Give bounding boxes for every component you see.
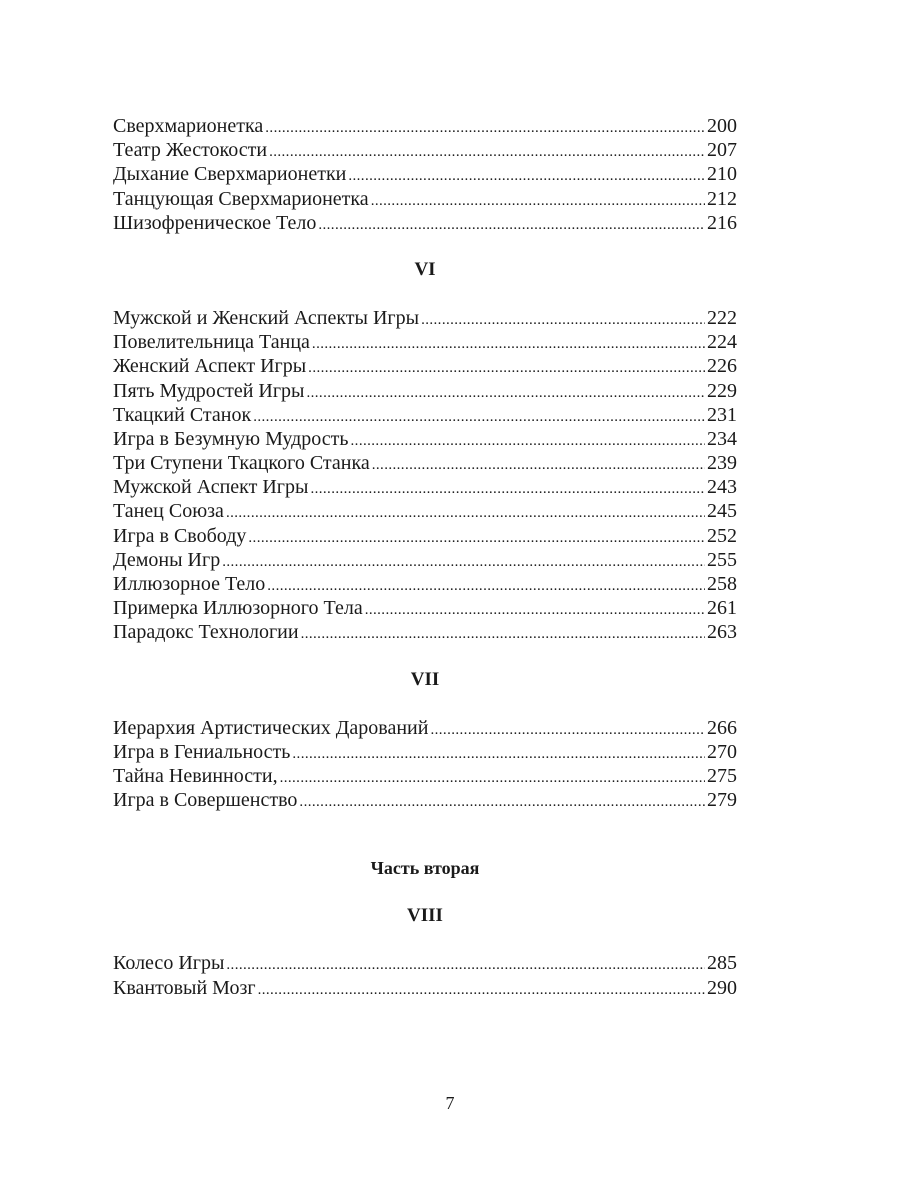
toc-leader-dots	[312, 332, 705, 356]
toc-entry-title: Ткацкий Станок	[113, 403, 252, 426]
toc-entry-title: Пять Мудростей Игры	[113, 379, 305, 402]
toc-leader-dots	[226, 501, 705, 525]
toc-entry-page: 207	[707, 139, 737, 162]
toc-leader-dots	[253, 405, 705, 429]
toc-entry	[113, 306, 737, 330]
toc-leader-dots	[430, 718, 705, 742]
toc-entry-page: 210	[707, 163, 737, 186]
toc-entry	[113, 499, 737, 523]
toc-leader-dots	[301, 622, 705, 646]
toc-entry	[113, 427, 737, 451]
toc-entry-title: Игра в Совершенство	[113, 789, 298, 812]
toc-entry	[113, 788, 737, 812]
toc-entry-title: Парадокс Технологии	[113, 621, 299, 644]
toc-entry-page: 266	[707, 716, 737, 739]
toc-entry-page: 229	[707, 379, 737, 402]
toc-entry-title: Демоны Игр	[113, 548, 221, 571]
toc-leader-dots	[299, 790, 705, 814]
toc-leader-dots	[310, 477, 705, 501]
toc-entry	[113, 976, 737, 1000]
toc-entry	[113, 620, 737, 644]
toc-entry-page: 285	[707, 952, 737, 975]
toc-entry-page: 270	[707, 740, 737, 763]
toc-leader-dots	[365, 598, 705, 622]
toc-entry	[113, 162, 737, 186]
toc-entry-page: 231	[707, 403, 737, 426]
toc-entry-title: Игра в Безумную Мудрость	[113, 427, 349, 450]
toc-entry-title: Шизофреническое Тело	[113, 211, 317, 234]
toc-entry-title: Квантовый Мозг	[113, 976, 256, 999]
toc-leader-dots	[318, 213, 705, 237]
toc-entry	[113, 951, 737, 975]
toc-entry-page: 222	[707, 306, 737, 329]
section-heading: VIII	[407, 905, 443, 927]
toc-entry-page: 243	[707, 476, 737, 499]
toc-leader-dots	[308, 356, 705, 380]
toc-leader-dots	[306, 381, 705, 405]
toc-entry-title: Танцующая Сверхмарионетка	[113, 187, 369, 210]
toc-entry	[113, 451, 737, 475]
toc-entry-page: 275	[707, 764, 737, 787]
toc-group	[113, 306, 737, 645]
toc-entry-title: Тайна Невинности,	[113, 764, 278, 787]
toc-entry	[113, 114, 737, 138]
toc-leader-dots	[348, 164, 705, 188]
toc-entry-title: Театр Жестокости	[113, 139, 268, 162]
toc-leader-dots	[248, 526, 705, 550]
toc-entry	[113, 403, 737, 427]
toc-entry	[113, 138, 737, 162]
toc-entry-page: 200	[707, 115, 737, 137]
toc-entry	[113, 548, 737, 572]
toc-group	[113, 716, 737, 813]
toc-leader-dots	[351, 429, 705, 453]
toc-entry	[113, 524, 737, 548]
toc-entry-title: Три Ступени Ткацкого Станка	[113, 452, 370, 475]
toc-leader-dots	[258, 978, 705, 1002]
toc-entry-page: 279	[707, 789, 737, 812]
toc-entry-title: Колесо Игры	[113, 952, 225, 975]
part-heading: Часть вторая	[370, 858, 480, 879]
toc-leader-dots	[226, 953, 705, 977]
toc-entry-page: 226	[707, 355, 737, 378]
toc-entry-title: Повелительница Танца	[113, 331, 310, 354]
toc-entry-page: 245	[707, 500, 737, 523]
toc-entry	[113, 330, 737, 354]
toc-entry-page: 255	[707, 548, 737, 571]
toc-group	[113, 951, 737, 999]
toc-entry-title: Мужской Аспект Игры	[113, 476, 309, 499]
toc-entry-page: 224	[707, 331, 737, 354]
toc-entry-title: Танец Союза	[113, 500, 224, 523]
toc-entry	[113, 187, 737, 211]
toc-entry-page: 258	[707, 573, 737, 595]
toc-leader-dots	[292, 742, 705, 766]
toc-entry-page: 216	[707, 211, 737, 234]
toc-entry-title: Примерка Иллюзорного Тела	[113, 597, 363, 620]
toc-leader-dots	[371, 189, 705, 213]
toc-leader-dots	[421, 308, 705, 332]
toc-entry-title: Женский Аспект Игры	[113, 355, 307, 378]
toc-entry-title: Игра в Свободу	[113, 524, 247, 547]
toc-group	[113, 114, 737, 235]
page-number: 7	[445, 1093, 455, 1113]
toc-entry	[113, 716, 737, 740]
toc-leader-dots	[265, 116, 705, 140]
toc-entry	[113, 475, 737, 499]
toc-entry-page: 239	[707, 452, 737, 475]
toc-entry-page: 212	[707, 187, 737, 210]
toc-entry-title: Мужской и Женский Аспекты Игры	[113, 306, 420, 329]
toc-entry	[113, 211, 737, 235]
toc-leader-dots	[269, 140, 705, 164]
toc-entry-title: Игра в Гениальность	[113, 740, 291, 763]
toc-entry	[113, 596, 737, 620]
toc-entry-title: Дыхание Сверхмарионетки	[113, 163, 347, 186]
toc-leader-dots	[372, 453, 705, 477]
toc-entry-page: 263	[707, 621, 737, 644]
toc-entry	[113, 572, 737, 596]
toc-entry-page: 234	[707, 427, 737, 450]
toc-entry	[113, 764, 737, 788]
toc-entry-title: Иллюзорное Тело	[113, 573, 266, 595]
toc-entry-title: Сверхмарионетка	[113, 115, 264, 137]
toc-entry-page: 290	[707, 976, 737, 999]
table-of-contents	[113, 114, 737, 1000]
toc-leader-dots	[222, 550, 705, 574]
section-heading: VII	[410, 668, 440, 690]
toc-leader-dots	[267, 574, 705, 598]
toc-entry	[113, 740, 737, 764]
toc-entry	[113, 354, 737, 378]
toc-entry	[113, 379, 737, 403]
toc-entry-page: 252	[707, 524, 737, 547]
toc-entry-title: Иерархия Артистических Дарований	[113, 716, 429, 739]
toc-entry-page: 261	[707, 597, 737, 620]
toc-leader-dots	[280, 766, 705, 790]
section-heading: VI	[414, 258, 436, 280]
